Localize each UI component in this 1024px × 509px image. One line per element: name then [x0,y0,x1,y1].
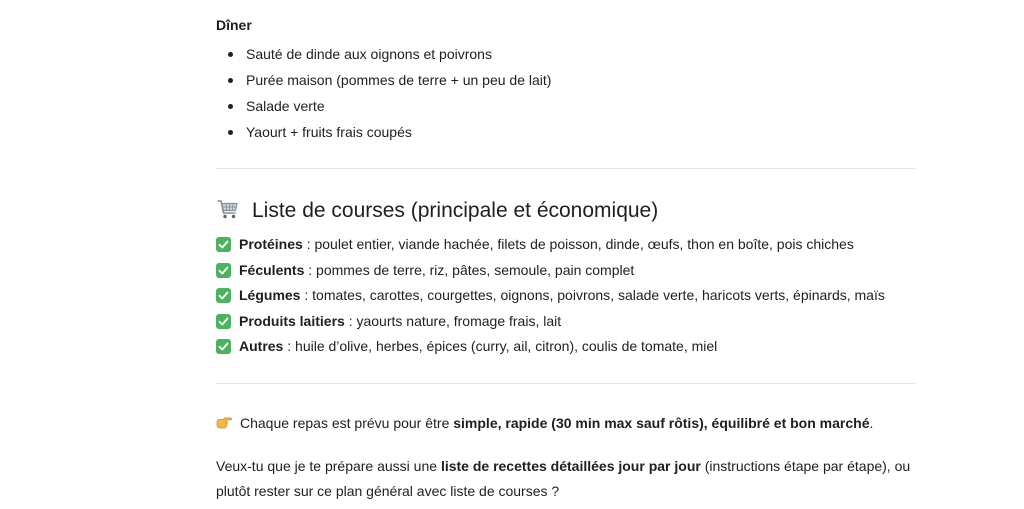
list-item [216,336,885,362]
category-items: : tomates, carottes, courgettes, oignons, poivrons, salade verte, haricots verts, épinards, maïs [300,287,885,303]
check-mark-icon [216,237,231,252]
question-text-end: (instructions étape par étape), ou plutôt rester sur ce plan général avec liste de courses ? [216,458,911,499]
summary-text-end: . [869,415,874,431]
check-mark-icon [216,263,231,278]
list-item [216,285,885,311]
list-item-text: Salade verte [246,98,325,114]
list-item [216,44,551,70]
category-label: Autres [239,338,284,354]
bullet-icon [228,78,233,83]
list-item-text: Purée maison (pommes de terre + un peu de lait) [246,72,552,88]
section-divider [216,168,916,169]
check-mark-icon [216,339,231,354]
pointing-hand-icon [216,415,232,429]
check-mark-icon [216,314,231,329]
section-divider [216,383,916,384]
list-item [216,96,551,122]
shopping-list-heading-text: Liste de courses (principale et économique) [252,199,659,222]
shopping-cart-icon [216,197,240,221]
shopping-list [216,234,885,362]
list-item [216,260,885,286]
category-items: : huile d’olive, herbes, épices (curry, ail, citron), coulis de tomate, miel [283,338,718,354]
category-label: Produits laitiers [239,312,345,329]
diner-list [216,44,551,148]
list-item-text: Yaourt + fruits frais coupés [246,124,412,140]
list-item [216,70,551,96]
summary-text-bold: simple, rapide (30 min max sauf rôtis), équilibré et bon marché [453,415,870,431]
shopping-list-heading [216,197,658,225]
bullet-icon [228,104,233,109]
summary-paragraph [216,413,873,433]
category-items: : pommes de terre, riz, pâtes, semoule, pain complet [304,261,635,278]
meal-title-diner: Dîner [216,17,252,33]
bullet-icon [228,52,233,57]
list-item-text: Sauté de dinde aux oignons et poivrons [246,46,492,62]
category-items: : poulet entier, viande hachée, filets de poisson, dinde, œufs, thon en boîte, pois chiches [302,236,854,252]
category-label: Féculents [239,261,305,278]
question-text-bold: liste de recettes détaillées jour par jour [440,458,701,474]
question-text-start: Veux-tu que je te prépare aussi une [216,458,441,474]
list-item [216,234,885,260]
category-items: : yaourts nature, fromage frais, lait [344,312,562,329]
list-item [216,311,885,337]
list-item [216,122,551,148]
summary-text-start: Chaque repas est prévu pour être [240,415,454,431]
category-label: Protéines [239,236,303,252]
bullet-icon [228,130,233,135]
category-label: Légumes [239,287,301,303]
check-mark-icon [216,288,231,303]
question-paragraph [216,454,916,504]
